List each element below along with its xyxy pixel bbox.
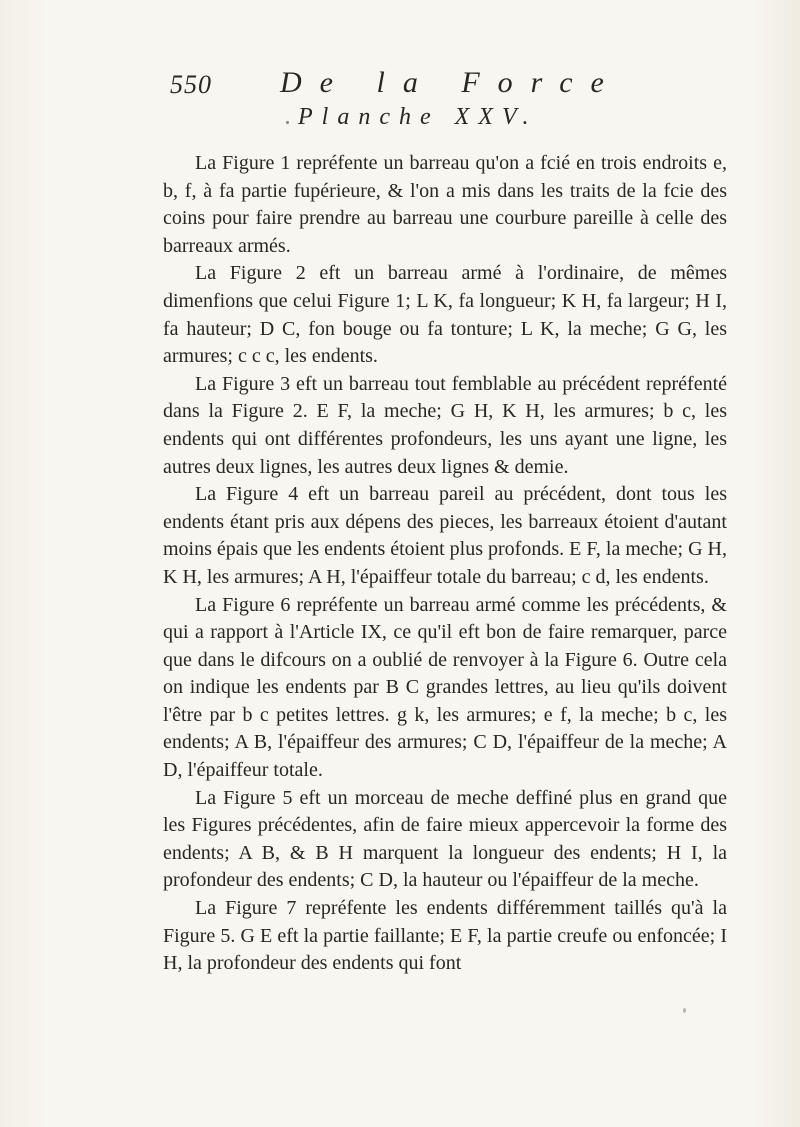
- paragraph-figure-5: La Figure 5 eft un morceau de meche deffiné plus en grand que les Figures précédentes, afin de faire mieux appercevoir la forme des endents; A B, & B H marquent la longueur des endents; H I, la profondeur des endents; C D, la hauteur ou l'épaiffeur de la meche.: [163, 786, 727, 892]
- ink-speck: [683, 1008, 686, 1013]
- paragraph-figure-6: La Figure 6 repréfente un barreau armé comme les précédents, & qui a rapport à l'Article IX, ce qu'il eft bon de faire remarquer, parce que dans le difcours on a oublié de renvoyer à la Figure 6. Outre cela on indique les endents par B C grandes lettres, au lieu qu'ils doivent l'être par b c petites lettres. g k, les armures; e f, la meche; b c, les endents; A B, l'épaiffeur des armures; C D, l'épaiffeur de la meche; A D, l'épaiffeur totale.: [163, 593, 727, 782]
- running-title: De la Force: [280, 66, 622, 99]
- page-header: [170, 66, 690, 106]
- paragraph-figure-1: La Figure 1 repréfente un barreau qu'on a fcié en trois endroits e, b, f, à fa partie fupérieure, & l'on a mis dans les traits de la fcie des coins pour faire prendre au barreau une courbure pareille à celle des barreaux armés.: [163, 152, 727, 257]
- paragraph-figure-3: La Figure 3 eft un barreau tout femblable au précédent repréfenté dans la Figure 2. E F, la meche; G H, K H, les armures; b c, les endents qui ont différentes profondeurs, les uns ayant une ligne, les autres deux lignes, les autres deux lignes & demie.: [163, 372, 727, 478]
- paragraph-figure-7: La Figure 7 repréfente les endents différemment taillés qu'à la Figure 5. G E eft la partie faillante; E F, la partie creufe ou enfoncée; I H, la profondeur des endents qui font: [163, 897, 727, 975]
- paragraph-figure-4: La Figure 4 eft un barreau pareil au précédent, dont tous les endents étant pris aux dépens des pieces, les barreaux étoient d'autant moins épais que les endents étoient plus profonds. E F, la meche; G H, K H, les armures; A H, l'épaiffeur totale du barreau; c d, les endents.: [163, 483, 727, 588]
- page-number: 550: [170, 70, 212, 99]
- plate-title: Planche XXV.: [298, 104, 538, 130]
- paragraph-figure-2: La Figure 2 eft un barreau armé à l'ordinaire, de mêmes dimenfions que celui Figure 1; L K, fa longueur; K H, fa largeur; H I, fa hauteur; D C, fon bouge ou fa tonture; L K, la meche; G G, les armures; c c c, les endents.: [163, 262, 727, 368]
- body-text: [163, 150, 727, 978]
- ink-speck: [286, 121, 289, 124]
